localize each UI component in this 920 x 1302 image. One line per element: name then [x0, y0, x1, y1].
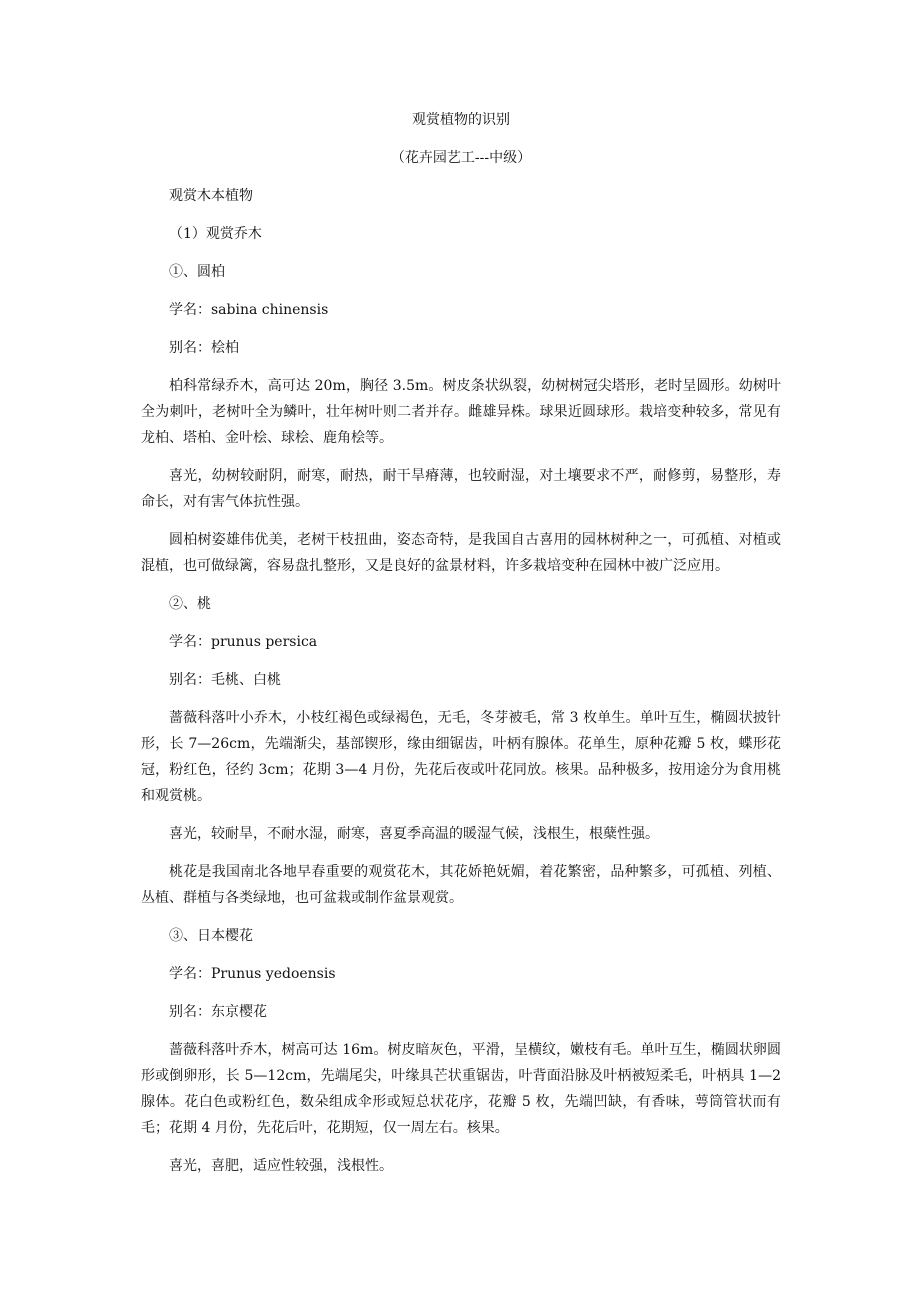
- scientific-name: 学名：prunus persica: [169, 634, 318, 650]
- plant-description: 柏科常绿乔木，高可达 20m，胸径 3.5m。树皮条状纵裂，幼树树冠尖塔形，老时呈圆形。幼树叶全为刺叶，老树叶全为鳞叶，壮年树叶则二者并存。雌雄异株。球果近圆球形。栽培变种较多，常见有龙柏、塔柏、金叶桧、球桧、鹿角桧等。: [141, 378, 781, 446]
- plant-description: 蔷薇科落叶小乔木，小枝红褐色或绿褐色，无毛，冬芽被毛，常 3 枚单生。单叶互生，椭圆状披针形，长 7—26cm，先端渐尖，基部锲形，缘由细锯齿，叶柄有腺体。花单生，原种花瓣 5 枚，蝶形花冠，粉红色，径约 3cm；花期 3—4 月份，先花后夜或叶花同放。核果。品种极多，按用途分为食用桃和观赏桃。: [141, 710, 781, 804]
- scientific-name: 学名：Prunus yedoensis: [169, 966, 336, 982]
- alias-name: 别名：桧柏: [169, 340, 239, 356]
- scientific-name: 学名：sabina chinensis: [169, 302, 329, 318]
- plant-usage: 圆柏树姿雄伟优美，老树干枝扭曲，姿态奇特，是我国自古喜用的园林树种之一，可孤植、对植或混植，也可做绿篱，容易盘扎整形，又是良好的盆景材料，许多栽培变种在园林中被广泛应用。: [141, 532, 781, 574]
- alias-name: 别名：东京樱花: [169, 1004, 267, 1020]
- document-subtitle: （花卉园艺工---中级）: [390, 150, 532, 166]
- alias-name: 别名：毛桃、白桃: [169, 672, 281, 688]
- plant-habit: 喜光，喜肥，适应性较强，浅根性。: [169, 1158, 393, 1174]
- plant-heading: ②、桃: [169, 596, 211, 612]
- plant-habit: 喜光，幼树较耐阴，耐寒，耐热，耐干旱瘠薄，也较耐湿，对土壤要求不严，耐修剪，易整形，寿命长，对有害气体抗性强。: [141, 468, 781, 510]
- section-heading: 观赏木本植物: [169, 188, 253, 204]
- document-title: 观赏植物的识别: [412, 112, 510, 128]
- plant-usage: 桃花是我国南北各地早春重要的观赏花木，其花娇艳妩媚，着花繁密，品种繁多，可孤植、列植、丛植、群植与各类绿地，也可盆栽或制作盆景观赏。: [141, 864, 781, 906]
- plant-heading: ③、日本樱花: [169, 928, 253, 944]
- document-body: [141, 107, 781, 1179]
- plant-description: 蔷薇科落叶乔木，树高可达 16m。树皮暗灰色，平滑，呈横纹，嫩枝有毛。单叶互生，椭圆状卵圆形或倒卵形，长 5—12cm，先端尾尖，叶缘具芒状重锯齿，叶背面沿脉及叶柄被短柔毛，叶柄具 1—2 腺体。花白色或粉红色，数朵组成伞形或短总状花序，花瓣 5 枚，先端凹缺，有香味，萼筒管状而有毛；花期 4 月份，先花后叶，花期短，仅一周左右。核果。: [141, 1042, 781, 1136]
- plant-habit: 喜光，较耐旱，不耐水湿，耐寒，喜夏季高温的暖湿气候，浅根生，根蘖性强。: [169, 826, 659, 842]
- plant-heading: ①、圆柏: [169, 264, 225, 280]
- subsection-heading: （1）观赏乔木: [169, 226, 262, 242]
